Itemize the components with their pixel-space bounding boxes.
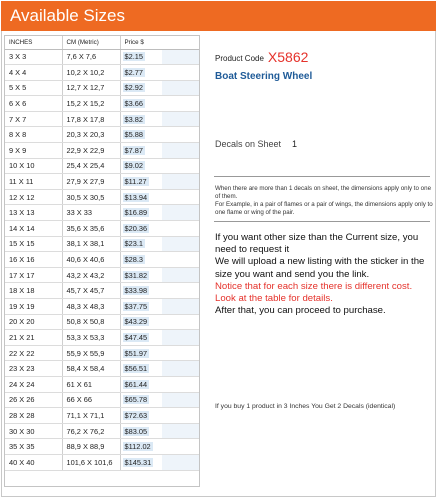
- divider: [214, 176, 430, 177]
- note-line-2: For Example, in a pair of flames or a pair of wings, the dimensions apply only to one flame or wing of the pair.: [215, 201, 433, 216]
- cell-inches: 13 X 13: [5, 205, 62, 221]
- message-line-2: We will upload a new listing with the sticker in the size you want and send you the link.: [215, 256, 425, 280]
- price-value: $20.36: [124, 223, 148, 233]
- cell-inches: 24 X 24: [5, 376, 62, 392]
- cell-cm: 45,7 X 45,7: [62, 283, 120, 299]
- cell-inches: 7 X 7: [5, 111, 62, 127]
- cell-empty: [162, 267, 199, 283]
- column-header-inches: INCHES: [5, 36, 62, 49]
- cell-empty: [162, 221, 199, 237]
- price-value: $47.45: [124, 332, 148, 342]
- cell-cm: 30,5 X 30,5: [62, 189, 120, 205]
- cell-price: [120, 80, 162, 96]
- cell-empty: [162, 376, 199, 392]
- cell-cm: 61 X 61: [62, 376, 120, 392]
- table-row: [5, 143, 199, 159]
- cell-empty: [162, 80, 199, 96]
- cell-price: [120, 314, 162, 330]
- table-header-row: [5, 36, 199, 49]
- price-value: $112.02: [124, 442, 151, 452]
- cell-empty: [162, 174, 199, 190]
- cell-empty: [162, 49, 199, 65]
- cell-inches: 11 X 11: [5, 174, 62, 190]
- price-value: $2.15: [124, 52, 143, 62]
- cell-cm: 35,6 X 35,6: [62, 221, 120, 237]
- price-value: $65.78: [124, 395, 148, 405]
- cell-price: [120, 330, 162, 346]
- price-value: $61.44: [124, 379, 148, 389]
- cell-inches: 6 X 6: [5, 96, 62, 112]
- cell-cm: 33 X 33: [62, 205, 120, 221]
- cell-cm: 58,4 X 58,4: [62, 361, 120, 377]
- table-row: [5, 299, 199, 315]
- cell-empty: [162, 283, 199, 299]
- cell-empty: [162, 252, 199, 268]
- price-value: $5.88: [124, 130, 143, 140]
- cell-price: [120, 174, 162, 190]
- cell-empty: [162, 439, 199, 455]
- cell-cm: 25,4 X 25,4: [62, 158, 120, 174]
- cell-empty: [162, 205, 199, 221]
- price-value: $33.98: [124, 286, 148, 296]
- column-header-empty: [162, 36, 199, 49]
- cell-price: [120, 283, 162, 299]
- table-row: [5, 392, 199, 408]
- table-row: [5, 65, 199, 81]
- table-row: [5, 205, 199, 221]
- cell-empty: [162, 143, 199, 159]
- cell-price: [120, 96, 162, 112]
- footer-note: If you buy 1 product in 3 Inches You Get 2 Decals (identical): [215, 403, 396, 410]
- cell-price: [120, 221, 162, 237]
- cell-cm: 48,3 X 48,3: [62, 299, 120, 315]
- cell-inches: 23 X 23: [5, 361, 62, 377]
- price-value: $83.05: [124, 426, 148, 436]
- price-value: $28.3: [124, 255, 143, 265]
- cell-cm: 101,6 X 101,6: [62, 454, 120, 470]
- cell-empty: [162, 314, 199, 330]
- table-row: [5, 314, 199, 330]
- cell-price: [120, 111, 162, 127]
- cell-price: [120, 392, 162, 408]
- cell-empty: [162, 189, 199, 205]
- cell-empty: [162, 299, 199, 315]
- price-value: $2.77: [124, 67, 143, 77]
- decals-label: Decals on Sheet: [215, 139, 282, 149]
- table-row: [5, 96, 199, 112]
- cell-inches: 19 X 19: [5, 299, 62, 315]
- cell-inches: 14 X 14: [5, 221, 62, 237]
- cell-empty: [162, 236, 199, 252]
- table-row: [5, 361, 199, 377]
- table-row: [5, 80, 199, 96]
- cell-cm: 27,9 X 27,9: [62, 174, 120, 190]
- cell-cm: 17,8 X 17,8: [62, 111, 120, 127]
- cell-inches: 15 X 15: [5, 236, 62, 252]
- cell-price: [120, 408, 162, 424]
- cell-inches: 26 X 26: [5, 392, 62, 408]
- cell-inches: 10 X 10: [5, 158, 62, 174]
- cell-empty: [162, 392, 199, 408]
- cell-inches: 16 X 16: [5, 252, 62, 268]
- table-row: [5, 49, 199, 65]
- cell-price: [120, 267, 162, 283]
- cell-empty: [162, 330, 199, 346]
- table-row: [5, 408, 199, 424]
- product-name: Boat Steering Wheel: [215, 71, 313, 82]
- size-table-body: [5, 49, 199, 470]
- table-row: [5, 439, 199, 455]
- cell-cm: 88,9 X 88,9: [62, 439, 120, 455]
- divider: [214, 221, 430, 222]
- cell-empty: [162, 96, 199, 112]
- cell-empty: [162, 423, 199, 439]
- cell-inches: 4 X 4: [5, 65, 62, 81]
- cell-inches: 21 X 21: [5, 330, 62, 346]
- custom-size-message: [215, 232, 435, 317]
- cell-inches: 35 X 35: [5, 439, 62, 455]
- price-value: $7.87: [124, 145, 143, 155]
- table-row: [5, 283, 199, 299]
- message-line-1: If you want other size than the Current size, you need to request it: [215, 232, 419, 256]
- price-value: $145.31: [124, 457, 152, 467]
- cell-cm: 12,7 X 12,7: [62, 80, 120, 96]
- cell-inches: 40 X 40: [5, 454, 62, 470]
- cell-empty: [162, 345, 199, 361]
- cell-empty: [162, 111, 199, 127]
- price-value: $9.02: [124, 161, 143, 171]
- table-row: [5, 111, 199, 127]
- cell-price: [120, 439, 162, 455]
- column-header-cm: CM (Metric): [62, 36, 120, 49]
- cell-price: [120, 454, 162, 470]
- product-code-label: Product Code: [215, 54, 264, 63]
- table-row: [5, 174, 199, 190]
- cell-inches: 9 X 9: [5, 143, 62, 159]
- price-value: $37.75: [124, 301, 148, 311]
- cell-inches: 20 X 20: [5, 314, 62, 330]
- cell-cm: 22,9 X 22,9: [62, 143, 120, 159]
- cell-inches: 5 X 5: [5, 80, 62, 96]
- cell-price: [120, 252, 162, 268]
- column-header-price: Price $: [120, 36, 162, 49]
- cell-price: [120, 65, 162, 81]
- price-value: $43.29: [124, 317, 148, 327]
- cell-price: [120, 143, 162, 159]
- table-row: [5, 221, 199, 237]
- decals-value: 1: [292, 139, 298, 149]
- cell-cm: 15,2 X 15,2: [62, 96, 120, 112]
- cell-cm: 38,1 X 38,1: [62, 236, 120, 252]
- price-value: $3.82: [124, 114, 143, 124]
- cell-inches: 17 X 17: [5, 267, 62, 283]
- cell-inches: 18 X 18: [5, 283, 62, 299]
- cell-price: [120, 158, 162, 174]
- product-code: [215, 48, 308, 64]
- size-table: [5, 36, 199, 471]
- decals-on-sheet: [215, 139, 297, 149]
- cell-cm: 50,8 X 50,8: [62, 314, 120, 330]
- cell-price: [120, 127, 162, 143]
- cell-price: [120, 376, 162, 392]
- cell-price: [120, 299, 162, 315]
- cell-price: [120, 361, 162, 377]
- table-row: [5, 236, 199, 252]
- price-value: $23.1: [124, 239, 143, 249]
- cell-inches: 22 X 22: [5, 345, 62, 361]
- price-value: $3.66: [124, 99, 143, 109]
- message-cost-notice: Notice that for each size there is different cost. Look at the table for details.: [215, 280, 413, 305]
- cell-inches: 28 X 28: [5, 408, 62, 424]
- cell-cm: 55,9 X 55,9: [62, 345, 120, 361]
- table-row: [5, 454, 199, 470]
- cell-cm: 7,6 X 7,6: [62, 49, 120, 65]
- cell-inches: 3 X 3: [5, 49, 62, 65]
- cell-price: [120, 423, 162, 439]
- table-row: [5, 330, 199, 346]
- price-value: $72.63: [124, 410, 148, 420]
- product-code-value: X5862: [267, 49, 309, 65]
- table-row: [5, 345, 199, 361]
- table-row: [5, 127, 199, 143]
- price-value: $11.27: [124, 177, 147, 187]
- cell-cm: 10,2 X 10,2: [62, 65, 120, 81]
- cell-price: [120, 236, 162, 252]
- cell-price: [120, 345, 162, 361]
- table-row: [5, 376, 199, 392]
- table-row: [5, 189, 199, 205]
- price-value: $2.92: [124, 83, 143, 93]
- cell-empty: [162, 454, 199, 470]
- price-value: $16.89: [124, 208, 148, 218]
- message-line-3: After that, you can proceed to purchase.: [215, 305, 386, 317]
- cell-cm: 20,3 X 20,3: [62, 127, 120, 143]
- cell-empty: [162, 408, 199, 424]
- dimension-note: [215, 185, 433, 217]
- cell-price: [120, 49, 162, 65]
- cell-price: [120, 205, 162, 221]
- price-value: $31.82: [124, 270, 148, 280]
- cell-empty: [162, 127, 199, 143]
- table-row: [5, 158, 199, 174]
- cell-cm: 43,2 X 43,2: [62, 267, 120, 283]
- cell-empty: [162, 65, 199, 81]
- table-row: [5, 252, 199, 268]
- page-title: Available Sizes: [1, 1, 436, 31]
- cell-empty: [162, 361, 199, 377]
- cell-inches: 30 X 30: [5, 423, 62, 439]
- table-row: [5, 423, 199, 439]
- size-table-container: [4, 35, 200, 487]
- cell-cm: 40,6 X 40,6: [62, 252, 120, 268]
- cell-inches: 12 X 12: [5, 189, 62, 205]
- cell-cm: 76,2 X 76,2: [62, 423, 120, 439]
- cell-cm: 71,1 X 71,1: [62, 408, 120, 424]
- table-row: [5, 267, 199, 283]
- price-value: $51.97: [124, 348, 148, 358]
- cell-cm: 66 X 66: [62, 392, 120, 408]
- cell-price: [120, 189, 162, 205]
- note-line-1: When there are more than 1 decals on sheet, the dimensions apply only to one of them.: [215, 185, 432, 200]
- cell-empty: [162, 158, 199, 174]
- price-value: $13.94: [124, 192, 148, 202]
- price-value: $56.51: [124, 364, 148, 374]
- cell-inches: 8 X 8: [5, 127, 62, 143]
- cell-cm: 53,3 X 53,3: [62, 330, 120, 346]
